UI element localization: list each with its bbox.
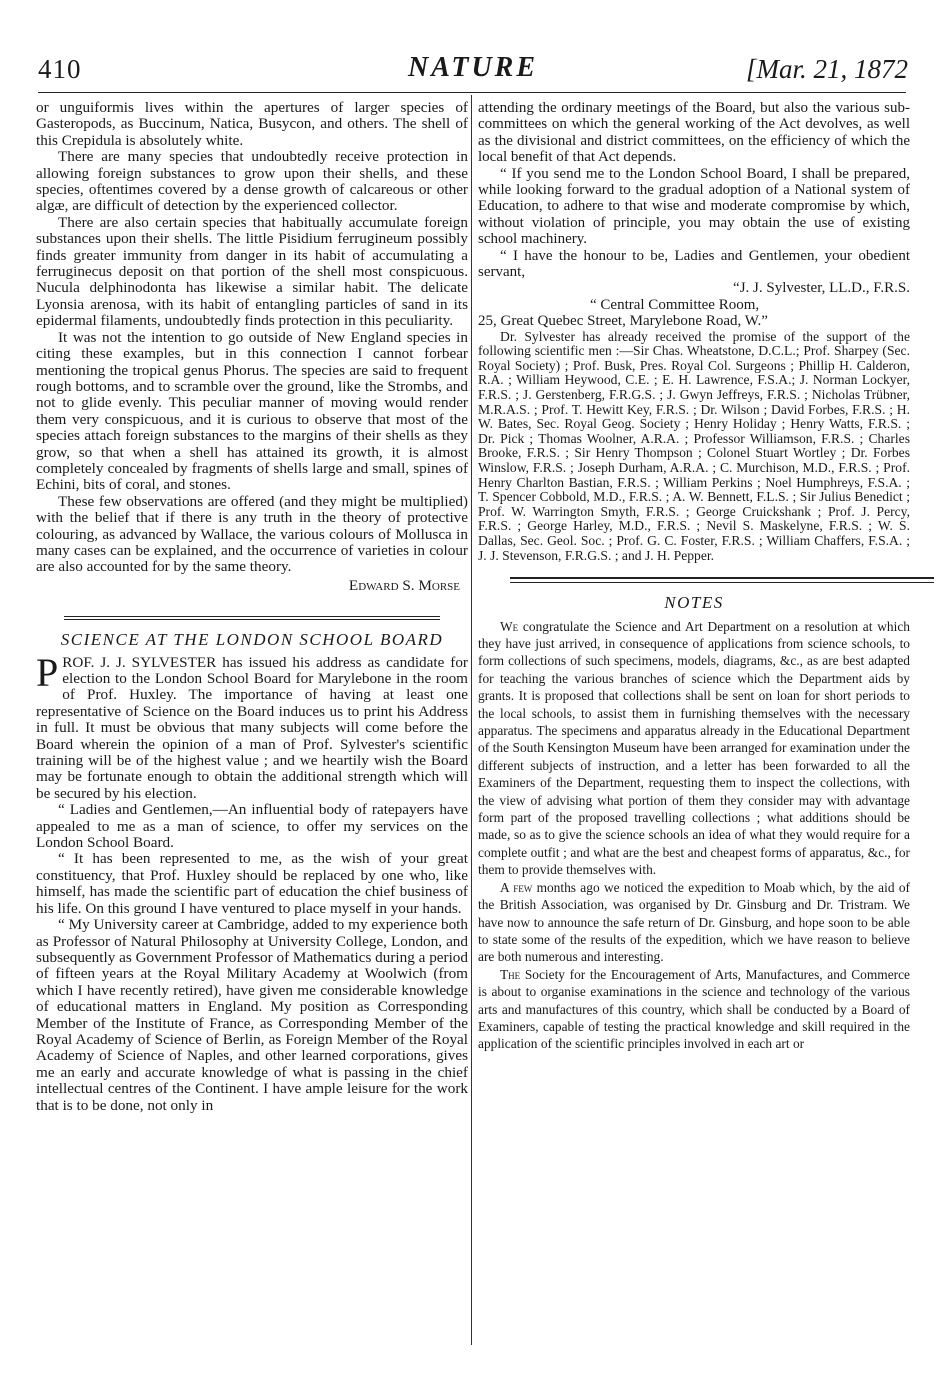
issue-date: [Mar. 21, 1872: [745, 54, 908, 84]
header-rule: [38, 92, 906, 93]
journal-title: NATURE: [407, 52, 539, 83]
paragraph: “ My University career at Cambridge, added to my experience both as Professor of Natural Philosophy at University College, London, and subsequently as Government Professor of Mathematics during a period of fifteen years at the Royal Military Academy at Woolwich (from which I have recently retired), have given me considerable knowledge of educational matters in England. My position as Corresponding Member of the Institute of France, as Corresponding Member of the Royal Academy of Science of Berlin, as Foreign Member of the Royal Academy of Science of Naples, and other learned corporations, gives me an early and accurate knowledge of what is passing in the chief intellectual centres of the Continent. I have ample leisure for the work that is to be done, not only in: [36, 916, 468, 1114]
paragraph: “ Ladies and Gentlemen,—An influential body of ratepayers have appealed to me as a man of science, to offer my services on the London School Board.: [36, 801, 468, 852]
paragraph: “ It has been represented to me, as the wish of your great constituency, that Prof. Huxley should be replaced by one who, like himself, has made the scientific part of education the chief business of his life. On this ground I have ventured to place myself in your hands.: [36, 850, 468, 917]
section-title: SCIENCE AT THE LONDON SCHOOL BOARD: [60, 630, 444, 650]
note-paragraph: [478, 879, 910, 966]
section-rule: [510, 577, 934, 583]
paragraph: or unguiformis lives within the apertures of larger species of Gasteropods, as Buccinum, Natica, Busycon, and others. The shell of this Crepidula is absolutely white.: [36, 99, 468, 149]
supporters-list: Dr. Sylvester has already received the promise of the support of the following scientific men :—Sir Chas. Wheatstone, D.C.L.; Prof. Sharpey (Sec. Royal Society) ; Prof. Busk, Pres. Royal Col. Surgeons ; Phillip H. Calderon, R.A. ; William Heywood, C.E. ; E. H. Lawrence, F.S.A.; J. Norman Lockyer, F.R.S. ; J. Gerstenberg, F.R.G.S. ; J. Gwyn Jeffreys, F.R.S. ; Nicholas Trübner, M.R.A.S. ; Prof. T. Hewitt Key, F.R.S. ; Dr. Wilson ; David Forbes, F.R.S. ; H. W. Bates, Sec. Royal Geog. Society ; Henry Holiday ; Henry Watts, F.R.S. ; Dr. Pick ; Thomas Woolner, A.R.A. ; Professor Williamson, F.R.S. ; Charles Brooke, F.R.S. ; Sir Henry Thompson ; Colonel Stuart Wortley ; Dr. Forbes Winslow, F.R.S. ; Joseph Durham, A.R.A. ; C. Murchison, M.D., F.R.S. ; Prof. Henry Charlton Bastian, F.R.S. ; William Perkins ; Noel Humphreys, F.S.A. ; T. Spencer Cobbold, M.D., F.R.S. ; A. W. Bennett, F.L.S. ; Sir Julius Benedict ; Prof. W. Warrington Smyth, F.R.S. ; George Cruickshank ; Prof. J. Percy, F.R.S. ; George Harley, M.D., F.R.S. ; Nevil S. Maskelyne, F.R.S. ; W. S. Dallas, Sec. Geol. Soc. ; Prof. G. C. Foster, F.R.S. ; William Chaffers, F.S.A. ; J. J. Stevenson, F.R.G.S. ; and J. H. Pepper.: [478, 328, 910, 563]
page-number: 410: [38, 54, 82, 84]
note-text: Society for the Encouragement of Arts, Manufactures, and Commerce is about to organise examinations in the science and technology of the various arts and manufactures of this country, which shall be conducted by a Board of Examiners, capable of testing the practical knowledge and skill required in the application of the scientific principles involved in each art or: [478, 966, 910, 1052]
paragraph: [36, 649, 468, 803]
page-header: [38, 52, 908, 92]
left-column: [36, 100, 468, 1114]
address-line: “ Central Committee Room,: [590, 296, 760, 313]
note-paragraph: [478, 618, 910, 879]
column-divider: [471, 95, 472, 1345]
author-signature: Edward S. Morse: [348, 576, 460, 594]
paragraph: These few observations are offered (and they might be multiplied) with the belief that if there is any truth in the theory of protective colouring, as advanced by Wallace, the various colours of Mollusca in many cases can be explained, and the occurrence of varieties in colour are also accounted for by the same theory.: [36, 492, 468, 576]
paragraph-text: ROF. J. J. SYLVESTER has issued his address as candidate for election to the London School Board for Marylebone in the room of Prof. Huxley. The importance of having at least one representative of Science on the Board induces us to print his Address in full. It must be obvious that many subjects will come before the Board wherein the opinion of a man of Prof. Sylvester's scientific training will be of the highest value ; and we heartily wish the Board may be fortunate enough to obtain the additional strength which will be secured by his election.: [36, 653, 468, 802]
note-lead: We: [500, 618, 519, 634]
right-column: [478, 100, 910, 1053]
note-lead: A few: [500, 879, 533, 895]
paragraph: attending the ordinary meetings of the Board, but also the various sub-committees on which the general working of the Act devolves, as well as the divisional and district committees, on the efficiency of which the local benefit of that Act depends.: [478, 100, 910, 166]
notes-title: NOTES: [664, 593, 724, 613]
address-line: 25, Great Quebec Street, Marylebone Road, W.”: [478, 313, 768, 330]
drop-cap: P: [36, 649, 59, 695]
address-line: “J. J. Sylvester, LL.D., F.R.S.: [733, 280, 910, 297]
paragraph: There are also certain species that habitually accumulate foreign substances upon their shells. The little Pisidium ferrugineum possibly finds greater immunity from danger in its habit of accumulating a ferruginecus deposit on that portion of the shell most conspicuous. Nucula delphinodonta has likewise a similar habit. The delicate Lyonsia arenosa, with its habit of entangling particles of sand in its epidermal filaments, undoubtedly finds protection in this peculiarity.: [36, 213, 468, 330]
note-lead: The: [500, 966, 521, 982]
paragraph: It was not the intention to go outside of New England species in citing these examples, but in this connection I cannot forbear mentioning the tropical genus Phorus. The species are said to frequent rough bottoms, and to scramble over the ground, like the Strombs, and not to glide evenly. This peculiar manner of moving would render them very conspicuous, and it is curious to observe that most of the species attach foreign substances to the margins of their shells as they grow, so that when a shell has attained its growth, it is almost completely concealed by fragments of shells large and small, spines of Echini, bits of coral, and stones.: [36, 328, 468, 494]
note-text: months ago we noticed the expedition to Moab which, by the aid of the British Association, was organised by Dr. Ginsburg and Dr. Tristram. We have now to announce the safe return of Dr. Ginsburg, and hope soon to be able to state some of the results of the expedition, which we have reason to believe are both numerous and interesting.: [478, 879, 910, 965]
note-paragraph: [478, 966, 910, 1053]
note-text: congratulate the Science and Art Department on a resolution at which they have just arrived, in consequence of applications from science schools, to form collections of such specimens, models, diagrams, &c., as are best adapted for teaching the various branches of science which the Department aids by grants. It is proposed that collections shall be sent on loan for short periods to the local schools, to assist them in furnishing themselves with the necessary apparatus. The specimens and apparatus already in the Educational Department of the South Kensington Museum have been arranged for examination under the different subjects of instruction, and a letter has been forwarded to all the Examiners of the Department, requesting them to inspect the collections, with the view of advising what portion of them they consider may with advantage form part of the proposed travelling collections ; what additions should be made, so as to give the science schools an idea of what they would require for a complete outfit ; and what are the best and cheapest forms of apparatus, &c., for them to provide themselves with.: [478, 618, 910, 878]
section-rule: [64, 616, 440, 620]
paragraph: “ If you send me to the London School Board, I shall be prepared, while looking forward to the gradual adoption of a National system of Education, to adhere to that wise and moderate compromise by which, without violation of principle, you may obtain the use of existing school machinery.: [478, 165, 910, 248]
paragraph: There are many species that undoubtedly receive protection in allowing foreign substances to grow upon their shells, and these species, oftentimes covered by a dense growth of calcareous or other algæ, are difficult of detection by the experienced collector.: [36, 148, 468, 215]
paragraph: “ I have the honour to be, Ladies and Gentlemen, your obedient servant,: [478, 247, 910, 281]
